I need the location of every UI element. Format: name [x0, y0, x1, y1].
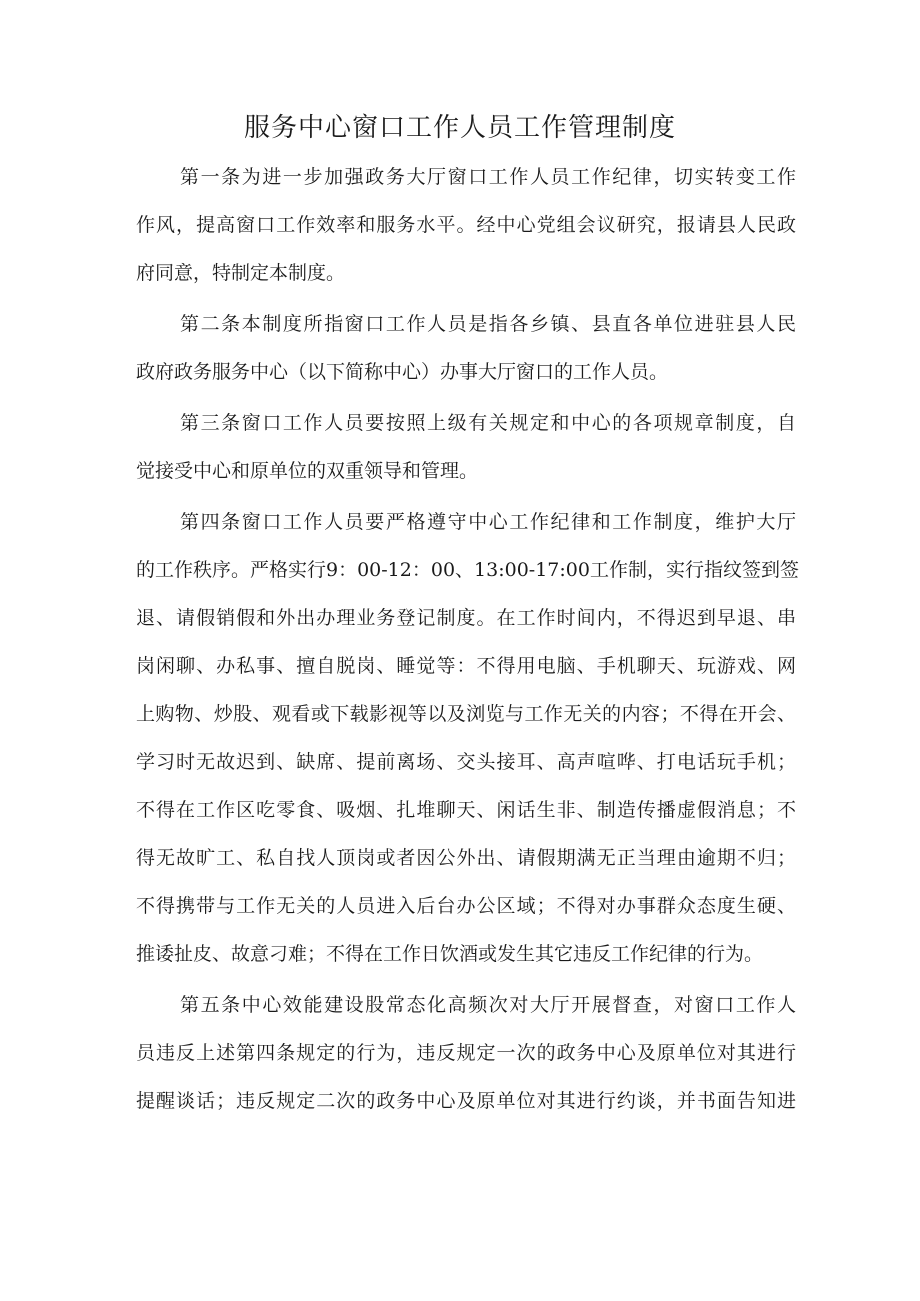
document-title: 服务中心窗口工作人员工作管理制度 — [243, 113, 676, 143]
paragraph-line: 府同意，特制定本制度。 — [136, 262, 346, 284]
paragraph-line: 第一条为进一步加强政务大厅窗口工作人员工作纪律，切实转变工作 — [180, 166, 796, 188]
paragraph-line: 提醒谈话；违反规定二次的政务中心及原单位对其进行约谈，并书面告知进 — [136, 1090, 796, 1112]
paragraph-line: 第五条中心效能建设股常态化高频次对大厅开展督查，对窗口工作人 — [180, 994, 796, 1016]
paragraph-line: 不得携带与工作无关的人员进入后台办公区域；不得对办事群众态度生硬、 — [136, 895, 796, 917]
paragraph-line: 不得在工作区吃零食、吸烟、扎堆聊天、闲话生非、制造传播虚假消息；不 — [136, 799, 796, 821]
paragraph-line: 作风，提高窗口工作效率和服务水平。经中心党组会议研究，报请县人民政 — [136, 214, 796, 236]
paragraph-line: 第三条窗口工作人员要按照上级有关规定和中心的各项规章制度，自 — [180, 412, 796, 434]
paragraph-line: 上购物、炒股、观看或下载影视等以及浏览与工作无关的内容；不得在开会、 — [136, 703, 796, 725]
paragraph-line: 推诿扯皮、故意刁难；不得在工作日饮酒或发生其它违反工作纪律的行为。 — [136, 943, 764, 965]
paragraph-line: 的工作秩序。严格实行9：00-12：00、13:00-17:00工作制，实行指纹签到签 — [136, 559, 799, 581]
paragraph-line: 得无故旷工、私自找人顶岗或者因公外出、请假期满无正当理由逾期不归； — [136, 847, 796, 869]
paragraph-line: 第四条窗口工作人员要严格遵守中心工作纪律和工作制度，维护大厅 — [180, 511, 796, 533]
paragraph-line: 第二条本制度所指窗口工作人员是指各乡镇、县直各单位进驻县人民 — [180, 313, 796, 335]
paragraph-line: 员违反上述第四条规定的行为，违反规定一次的政务中心及原单位对其进行 — [136, 1042, 796, 1064]
paragraph-line: 退、请假销假和外出办理业务登记制度。在工作时间内，不得迟到早退、串 — [136, 607, 796, 629]
paragraph-line: 觉接受中心和原单位的双重领导和管理。 — [136, 460, 479, 482]
paragraph-line: 学习时无故迟到、缺席、提前离场、交头接耳、高声喧哗、打电话玩手机； — [136, 751, 796, 773]
paragraph-line: 政府政务服务中心（以下简称中心）办事大厅窗口的工作人员。 — [136, 361, 669, 383]
paragraph-line: 岗闲聊、办私事、擅自脱岗、睡觉等：不得用电脑、手机聊天、玩游戏、网 — [136, 655, 796, 677]
